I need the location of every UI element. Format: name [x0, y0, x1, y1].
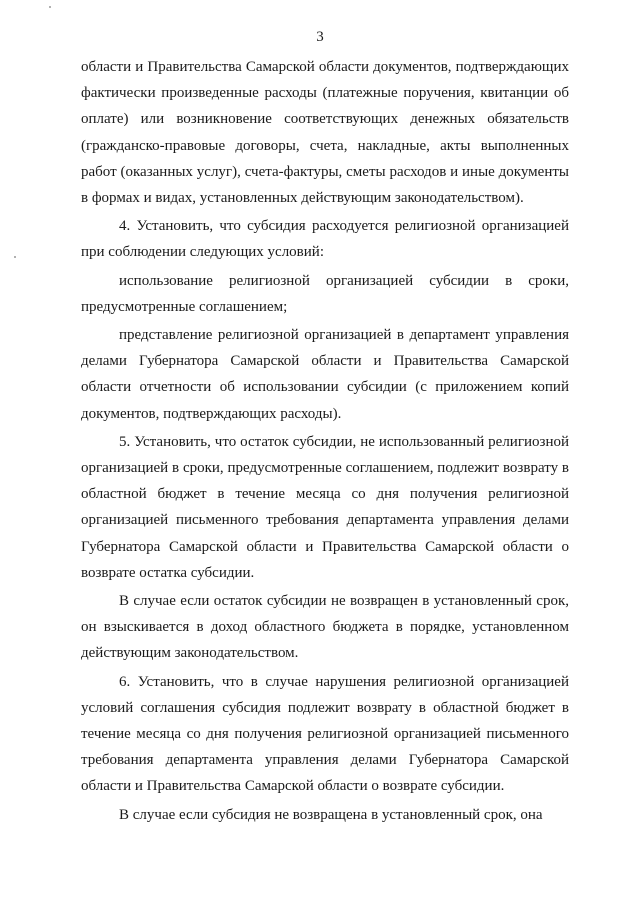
paragraph: представление религиозной организацией в департамент управления делами Губернатора Самарской области и Правительства Самарской области отчетности об использовании субсидии (с приложением копий документов, подтверждающих расходы). — [81, 327, 569, 422]
paragraph: 6. Установить, что в случае нарушения религиозной организацией условий соглашения субсидия подлежит возврату в областной бюджет в течение месяца со дня получения религиозной организацией письменного требования департамента управления делами Губернатора Самарской области и Правительства Самарской области о возврате субсидии. — [81, 673, 569, 795]
scan-speck — [49, 6, 51, 8]
paragraph: использование религиозной организацией субсидии в сроки, предусмотренные соглашением; — [81, 272, 569, 315]
document-body — [81, 54, 569, 828]
scan-speck — [14, 256, 16, 258]
paragraph: В случае если субсидия не возвращена в установленный срок, она — [119, 806, 543, 823]
paragraph: 5. Установить, что остаток субсидии, не использованный религиозной организацией в сроки, предусмотренные соглашением, подлежит возврату в областной бюджет в течение месяца со дня получения религиозной организацией письменного требования департамента управления делами Губернатора Самарской области и Правительства Самарской области о возврате остатка субсидии. — [81, 433, 569, 581]
paragraph: В случае если остаток субсидии не возвращен в установленный срок, он взыскивается в доход областного бюджета в порядке, установленном действующим законодательством. — [81, 593, 569, 662]
paragraph: области и Правительства Самарской области документов, подтверждающих фактически произведенные расходы (платежные поручения, квитанции об оплате) или возникновение соответствующих денежных обязательств (гражданско-правовые договоры, счета, накладные, акты выполненных работ (оказанных услуг), счета-фактуры, сметы расходов и иные документы в формах и видах, установленных действующим законодательством). — [81, 59, 569, 207]
paragraph: 4. Установить, что субсидия расходуется религиозной организацией при соблюдении следующих условий: — [81, 218, 569, 261]
page-number: 3 — [316, 29, 324, 45]
